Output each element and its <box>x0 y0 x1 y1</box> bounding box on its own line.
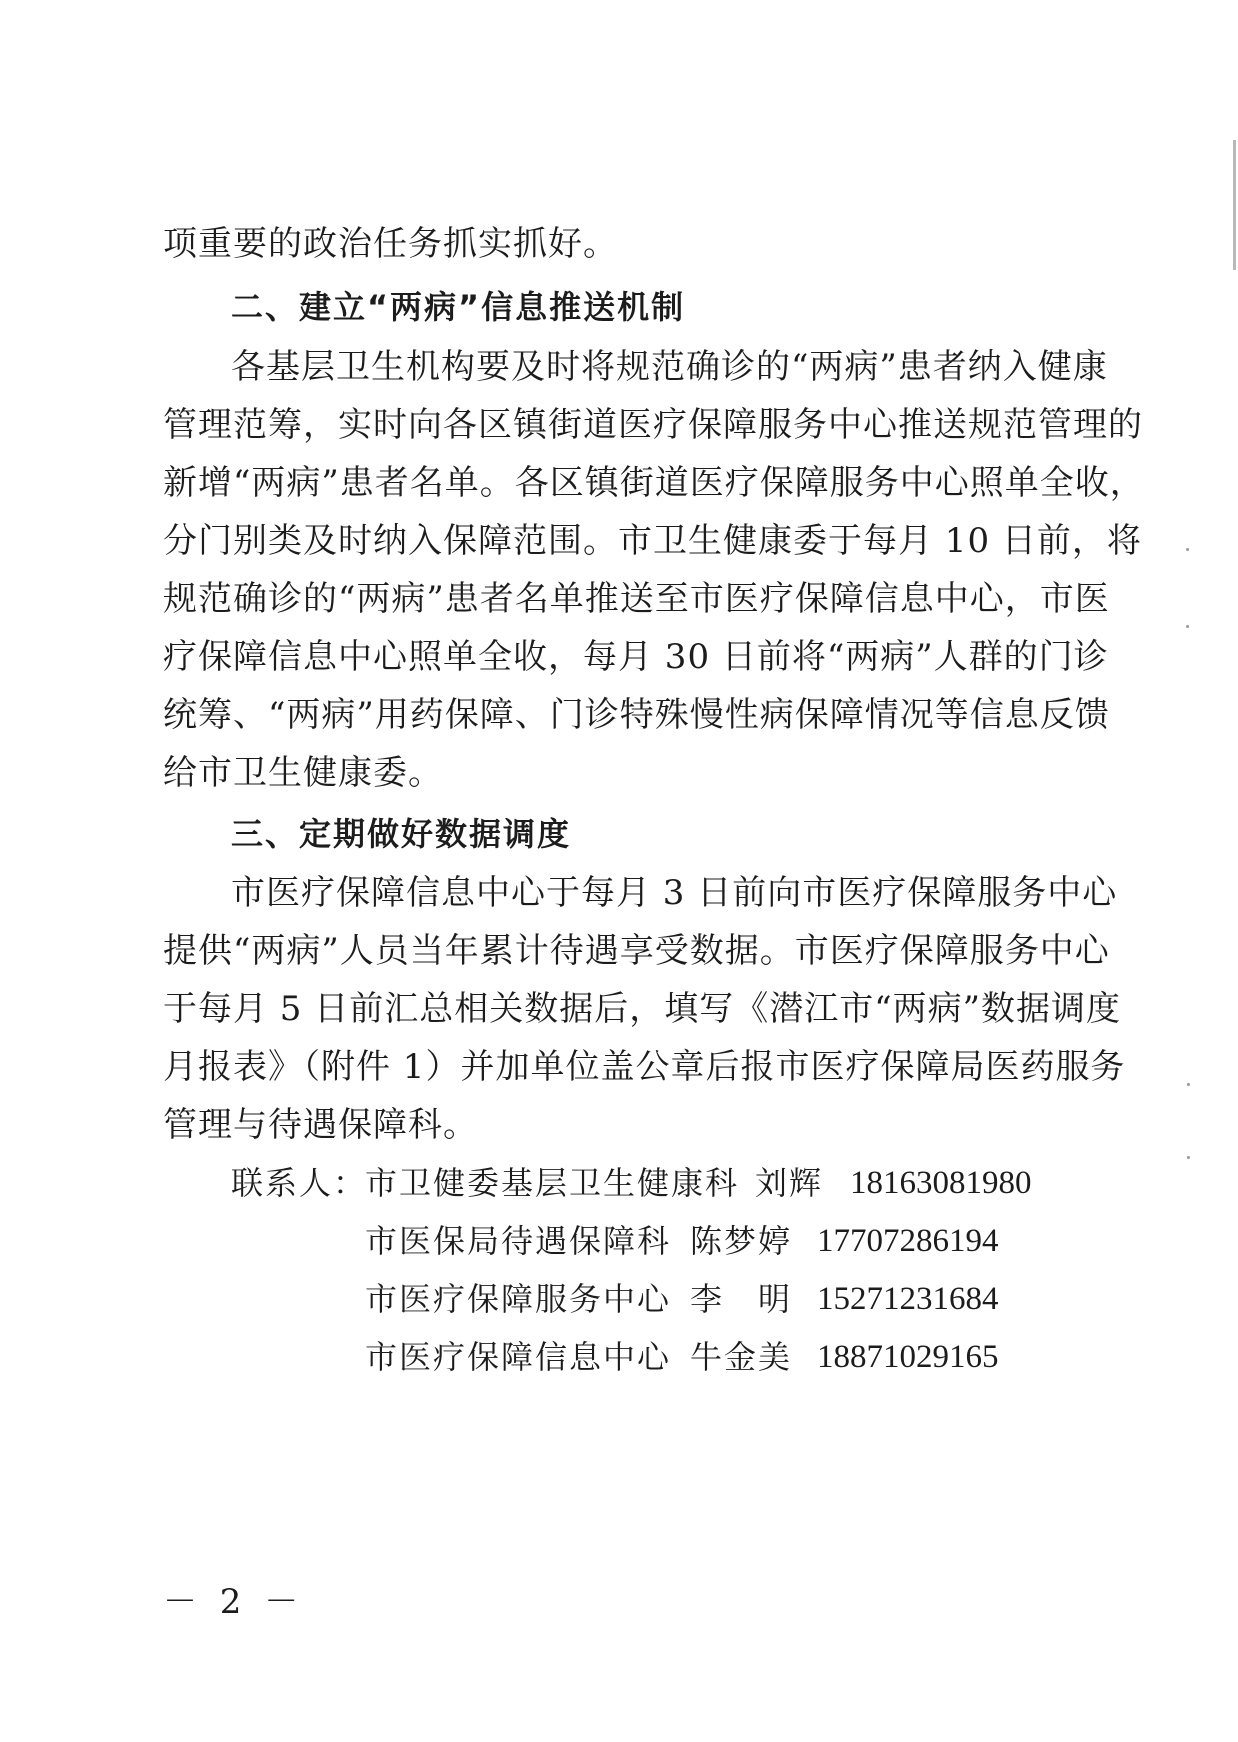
body-line: 管理与待遇保障科。 <box>163 1105 478 1145</box>
contact-name: 李 明 <box>690 1280 793 1318</box>
scan-edge-mark <box>1233 140 1236 270</box>
body-line: 项重要的政治任务抓实抓好。 <box>163 224 618 264</box>
body-line: 统筹、“两病”用药保障、门诊特殊慢性病保障情况等信息反馈 <box>163 695 1110 735</box>
body-line: 管理范筹，实时向各区镇街道医疗保障服务中心推送规范管理的 <box>163 405 1143 445</box>
section-heading: 二、建立“两病”信息推送机制 <box>231 288 686 326</box>
contact-org: 市医疗保障服务中心 <box>365 1280 672 1318</box>
body-line: 给市卫生健康委。 <box>163 753 443 793</box>
body-line: 疗保障信息中心照单全收，每月 30 日前将“两病”人群的门诊 <box>163 637 1109 677</box>
scan-speck <box>1186 625 1189 628</box>
contact-phone: 18871029165 <box>817 1339 999 1375</box>
body-line: 规范确诊的“两病”患者名单推送至市医疗保障信息中心，市医 <box>163 579 1110 619</box>
contact-org: 市卫健委基层卫生健康科 <box>365 1164 740 1202</box>
body-line: 提供“两病”人员当年累计待遇享受数据。市医疗保障服务中心 <box>163 931 1110 971</box>
body-line: 月报表》（附件 1）并加单位盖公章后报市医疗保障局医药服务 <box>163 1047 1126 1087</box>
page-number: － 2 － <box>163 1582 305 1622</box>
contact-phone: 18163081980 <box>850 1165 1032 1201</box>
body-line: 分门别类及时纳入保障范围。市卫生健康委于每月 10 日前，将 <box>163 521 1142 561</box>
body-line: 市医疗保障信息中心于每月 3 日前向市医疗保障服务中心 <box>231 873 1118 913</box>
contact-name: 陈梦婷 <box>690 1222 793 1260</box>
contact-name: 刘辉 <box>755 1164 824 1202</box>
body-line: 新增“两病”患者名单。各区镇街道医疗保障服务中心照单全收， <box>163 463 1145 503</box>
contact-name: 牛金美 <box>690 1338 793 1376</box>
scan-speck <box>1187 1083 1190 1086</box>
scan-speck <box>1187 1156 1190 1159</box>
contact-phone: 15271231684 <box>817 1281 999 1317</box>
body-line: 于每月 5 日前汇总相关数据后，填写《潜江市“两病”数据调度 <box>163 989 1122 1029</box>
contacts-label: 联系人： <box>231 1164 368 1202</box>
contact-phone: 17707286194 <box>817 1223 999 1259</box>
section-heading: 三、定期做好数据调度 <box>231 815 572 853</box>
body-line: 各基层卫生机构要及时将规范确诊的“两病”患者纳入健康 <box>231 347 1108 387</box>
contact-org: 市医保局待遇保障科 <box>365 1222 672 1260</box>
contact-org: 市医疗保障信息中心 <box>365 1338 672 1376</box>
scan-speck <box>1186 548 1189 551</box>
